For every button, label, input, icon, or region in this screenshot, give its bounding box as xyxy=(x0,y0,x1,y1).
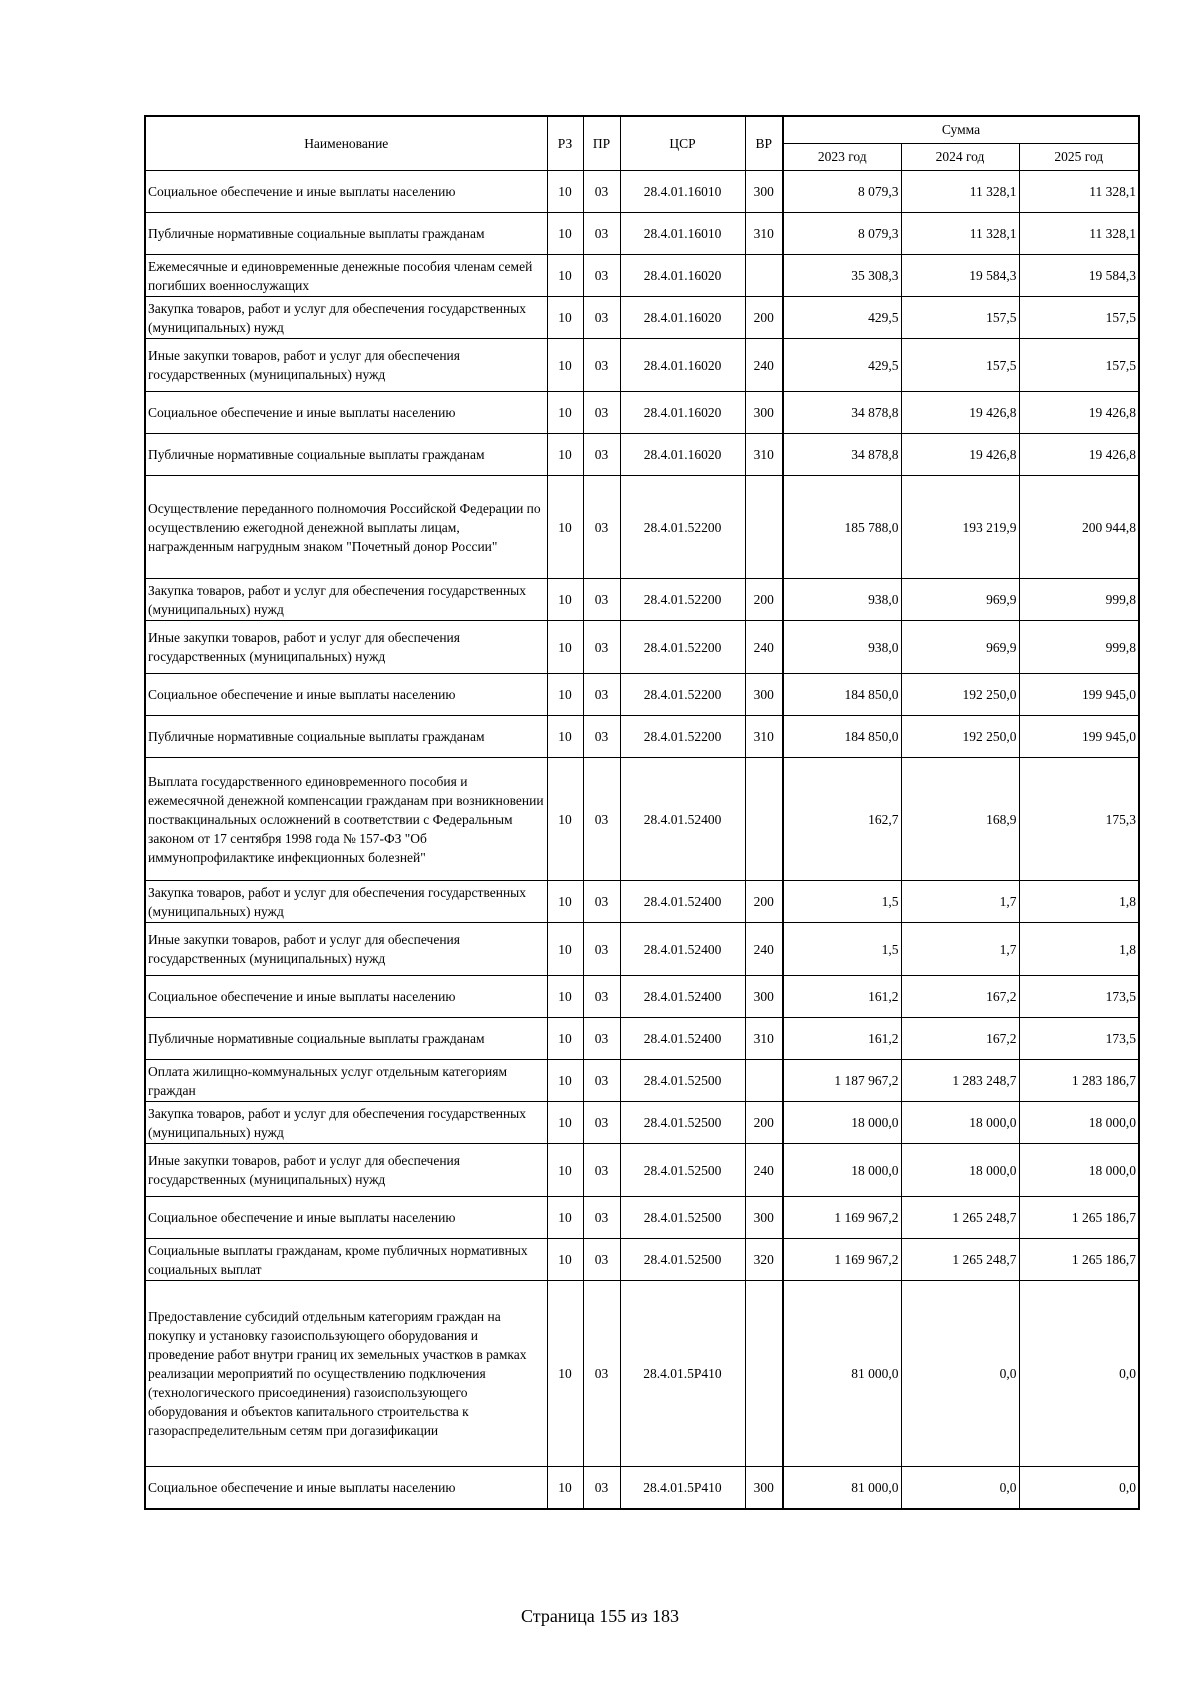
cell-rz: 10 xyxy=(547,1239,583,1281)
cell-2023: 938,0 xyxy=(783,579,901,621)
cell-pr: 03 xyxy=(583,339,620,392)
cell-2023: 429,5 xyxy=(783,339,901,392)
cell-2024: 18 000,0 xyxy=(901,1144,1019,1197)
table-row xyxy=(145,621,1139,674)
cell-2023: 81 000,0 xyxy=(783,1281,901,1467)
cell-rz: 10 xyxy=(547,1018,583,1060)
cell-2023: 184 850,0 xyxy=(783,674,901,716)
cell-2023: 938,0 xyxy=(783,621,901,674)
cell-vr: 240 xyxy=(745,1144,783,1197)
cell-csr: 28.4.01.52400 xyxy=(620,976,745,1018)
table-row xyxy=(145,1060,1139,1102)
cell-vr: 300 xyxy=(745,674,783,716)
table-row xyxy=(145,339,1139,392)
table-row xyxy=(145,976,1139,1018)
cell-rz: 10 xyxy=(547,392,583,434)
cell-csr: 28.4.01.5Р410 xyxy=(620,1281,745,1467)
cell-name: Публичные нормативные социальные выплаты гражданам xyxy=(145,1018,547,1060)
cell-2025: 173,5 xyxy=(1019,976,1139,1018)
cell-2023: 161,2 xyxy=(783,1018,901,1060)
cell-2025: 200 944,8 xyxy=(1019,476,1139,579)
cell-name: Социальное обеспечение и иные выплаты населению xyxy=(145,171,547,213)
header-csr: ЦСР xyxy=(620,116,745,171)
cell-name: Иные закупки товаров, работ и услуг для обеспечения государственных (муниципальных) нужд xyxy=(145,1144,547,1197)
cell-2024: 157,5 xyxy=(901,297,1019,339)
cell-pr: 03 xyxy=(583,923,620,976)
cell-2025: 157,5 xyxy=(1019,339,1139,392)
cell-pr: 03 xyxy=(583,171,620,213)
cell-rz: 10 xyxy=(547,255,583,297)
cell-vr: 200 xyxy=(745,297,783,339)
cell-name: Социальное обеспечение и иные выплаты населению xyxy=(145,1197,547,1239)
cell-name: Публичные нормативные социальные выплаты гражданам xyxy=(145,434,547,476)
cell-vr xyxy=(745,1060,783,1102)
cell-csr: 28.4.01.52400 xyxy=(620,881,745,923)
header-rz: РЗ xyxy=(547,116,583,171)
cell-vr: 300 xyxy=(745,171,783,213)
cell-vr xyxy=(745,1281,783,1467)
table-row xyxy=(145,716,1139,758)
cell-vr: 240 xyxy=(745,621,783,674)
cell-2024: 969,9 xyxy=(901,579,1019,621)
table-row xyxy=(145,1018,1139,1060)
header-vr: ВР xyxy=(745,116,783,171)
cell-csr: 28.4.01.16020 xyxy=(620,392,745,434)
cell-2023: 34 878,8 xyxy=(783,392,901,434)
cell-pr: 03 xyxy=(583,976,620,1018)
header-2023: 2023 год xyxy=(783,144,901,171)
cell-name: Оплата жилищно-коммунальных услуг отдельным категориям граждан xyxy=(145,1060,547,1102)
cell-2023: 34 878,8 xyxy=(783,434,901,476)
cell-vr: 310 xyxy=(745,716,783,758)
cell-vr: 200 xyxy=(745,579,783,621)
table-body xyxy=(145,171,1139,1509)
cell-csr: 28.4.01.52400 xyxy=(620,923,745,976)
cell-2023: 18 000,0 xyxy=(783,1102,901,1144)
cell-csr: 28.4.01.16010 xyxy=(620,171,745,213)
cell-pr: 03 xyxy=(583,716,620,758)
cell-vr xyxy=(745,476,783,579)
cell-pr: 03 xyxy=(583,621,620,674)
cell-csr: 28.4.01.16020 xyxy=(620,255,745,297)
cell-2023: 184 850,0 xyxy=(783,716,901,758)
table-row xyxy=(145,1281,1139,1467)
table-row xyxy=(145,171,1139,213)
header-2025: 2025 год xyxy=(1019,144,1139,171)
cell-pr: 03 xyxy=(583,1060,620,1102)
cell-2025: 1 283 186,7 xyxy=(1019,1060,1139,1102)
cell-name: Ежемесячные и единовременные денежные пособия членам семей погибших военнослужащих xyxy=(145,255,547,297)
cell-name: Иные закупки товаров, работ и услуг для обеспечения государственных (муниципальных) нужд xyxy=(145,923,547,976)
cell-rz: 10 xyxy=(547,976,583,1018)
cell-2024: 11 328,1 xyxy=(901,171,1019,213)
cell-2025: 11 328,1 xyxy=(1019,171,1139,213)
cell-csr: 28.4.01.16010 xyxy=(620,213,745,255)
table-row xyxy=(145,1239,1139,1281)
cell-2024: 0,0 xyxy=(901,1467,1019,1509)
cell-pr: 03 xyxy=(583,1281,620,1467)
cell-name: Иные закупки товаров, работ и услуг для обеспечения государственных (муниципальных) нужд xyxy=(145,621,547,674)
cell-2025: 157,5 xyxy=(1019,297,1139,339)
cell-2024: 167,2 xyxy=(901,976,1019,1018)
cell-2023: 1 187 967,2 xyxy=(783,1060,901,1102)
cell-2023: 1,5 xyxy=(783,881,901,923)
cell-name: Социальное обеспечение и иные выплаты населению xyxy=(145,392,547,434)
cell-pr: 03 xyxy=(583,1018,620,1060)
table-row xyxy=(145,881,1139,923)
cell-2025: 199 945,0 xyxy=(1019,674,1139,716)
cell-2024: 167,2 xyxy=(901,1018,1019,1060)
cell-2025: 1,8 xyxy=(1019,881,1139,923)
cell-2025: 1,8 xyxy=(1019,923,1139,976)
header-pr: ПР xyxy=(583,116,620,171)
cell-csr: 28.4.01.52500 xyxy=(620,1144,745,1197)
cell-pr: 03 xyxy=(583,1467,620,1509)
cell-pr: 03 xyxy=(583,213,620,255)
cell-rz: 10 xyxy=(547,923,583,976)
cell-2025: 19 426,8 xyxy=(1019,434,1139,476)
cell-csr: 28.4.01.16020 xyxy=(620,339,745,392)
cell-vr: 300 xyxy=(745,1197,783,1239)
cell-rz: 10 xyxy=(547,579,583,621)
cell-vr xyxy=(745,255,783,297)
cell-2023: 185 788,0 xyxy=(783,476,901,579)
table-row xyxy=(145,255,1139,297)
cell-rz: 10 xyxy=(547,758,583,881)
cell-pr: 03 xyxy=(583,255,620,297)
cell-2023: 1 169 967,2 xyxy=(783,1197,901,1239)
table-row xyxy=(145,1467,1139,1509)
cell-2024: 157,5 xyxy=(901,339,1019,392)
cell-2025: 1 265 186,7 xyxy=(1019,1239,1139,1281)
header-sum: Сумма xyxy=(783,116,1139,144)
cell-name: Публичные нормативные социальные выплаты гражданам xyxy=(145,213,547,255)
cell-2024: 0,0 xyxy=(901,1281,1019,1467)
cell-rz: 10 xyxy=(547,1144,583,1197)
cell-2024: 1,7 xyxy=(901,923,1019,976)
cell-name: Закупка товаров, работ и услуг для обеспечения государственных (муниципальных) нужд xyxy=(145,297,547,339)
cell-2024: 19 584,3 xyxy=(901,255,1019,297)
cell-name: Иные закупки товаров, работ и услуг для обеспечения государственных (муниципальных) нужд xyxy=(145,339,547,392)
cell-rz: 10 xyxy=(547,1467,583,1509)
cell-rz: 10 xyxy=(547,213,583,255)
cell-csr: 28.4.01.52200 xyxy=(620,621,745,674)
cell-2024: 168,9 xyxy=(901,758,1019,881)
table-row xyxy=(145,674,1139,716)
header-2024: 2024 год xyxy=(901,144,1019,171)
cell-csr: 28.4.01.52500 xyxy=(620,1102,745,1144)
cell-2024: 192 250,0 xyxy=(901,674,1019,716)
cell-rz: 10 xyxy=(547,171,583,213)
cell-vr: 200 xyxy=(745,1102,783,1144)
cell-rz: 10 xyxy=(547,621,583,674)
cell-vr xyxy=(745,758,783,881)
cell-rz: 10 xyxy=(547,434,583,476)
cell-pr: 03 xyxy=(583,1144,620,1197)
cell-name: Закупка товаров, работ и услуг для обеспечения государственных (муниципальных) нужд xyxy=(145,881,547,923)
cell-pr: 03 xyxy=(583,1197,620,1239)
cell-2023: 162,7 xyxy=(783,758,901,881)
cell-name: Социальное обеспечение и иные выплаты населению xyxy=(145,976,547,1018)
cell-2024: 19 426,8 xyxy=(901,434,1019,476)
cell-name: Выплата государственного единовременного пособия и ежемесячной денежной компенсации гражданам при возникновении поствакцинальных осложнений в соответствии с Федеральным законом от 17 сентября 1998 года № 157-ФЗ "Об иммунопрофилактике инфекционных болезней" xyxy=(145,758,547,881)
cell-pr: 03 xyxy=(583,674,620,716)
cell-pr: 03 xyxy=(583,297,620,339)
cell-rz: 10 xyxy=(547,1060,583,1102)
table-row xyxy=(145,1144,1139,1197)
cell-vr: 310 xyxy=(745,213,783,255)
cell-2024: 193 219,9 xyxy=(901,476,1019,579)
cell-rz: 10 xyxy=(547,1281,583,1467)
cell-2023: 161,2 xyxy=(783,976,901,1018)
cell-csr: 28.4.01.16020 xyxy=(620,434,745,476)
cell-2025: 199 945,0 xyxy=(1019,716,1139,758)
cell-2023: 35 308,3 xyxy=(783,255,901,297)
cell-vr: 200 xyxy=(745,881,783,923)
cell-vr: 320 xyxy=(745,1239,783,1281)
table-row xyxy=(145,476,1139,579)
cell-name: Социальное обеспечение и иные выплаты населению xyxy=(145,674,547,716)
cell-pr: 03 xyxy=(583,758,620,881)
cell-2025: 11 328,1 xyxy=(1019,213,1139,255)
cell-vr: 300 xyxy=(745,976,783,1018)
cell-csr: 28.4.01.52400 xyxy=(620,1018,745,1060)
cell-2025: 173,5 xyxy=(1019,1018,1139,1060)
table-row xyxy=(145,758,1139,881)
cell-2025: 0,0 xyxy=(1019,1281,1139,1467)
cell-2025: 19 584,3 xyxy=(1019,255,1139,297)
cell-2025: 999,8 xyxy=(1019,579,1139,621)
cell-csr: 28.4.01.52200 xyxy=(620,716,745,758)
cell-2024: 969,9 xyxy=(901,621,1019,674)
cell-name: Предоставление субсидий отдельным категориям граждан на покупку и установку газоиспользующего оборудования и проведение работ внутри границ их земельных участков в рамках реализации мероприятий по осуществлению подключения (технологического присоединения) газоиспользующего оборудования и объектов капитального строительства к газораспределительным сетям при догазификации xyxy=(145,1281,547,1467)
cell-2024: 19 426,8 xyxy=(901,392,1019,434)
cell-name: Закупка товаров, работ и услуг для обеспечения государственных (муниципальных) нужд xyxy=(145,1102,547,1144)
cell-2024: 11 328,1 xyxy=(901,213,1019,255)
table-row xyxy=(145,434,1139,476)
table-row xyxy=(145,923,1139,976)
cell-rz: 10 xyxy=(547,1102,583,1144)
cell-vr: 240 xyxy=(745,339,783,392)
table-row xyxy=(145,213,1139,255)
cell-2025: 999,8 xyxy=(1019,621,1139,674)
cell-csr: 28.4.01.52200 xyxy=(620,579,745,621)
cell-rz: 10 xyxy=(547,674,583,716)
cell-2023: 1,5 xyxy=(783,923,901,976)
cell-vr: 300 xyxy=(745,392,783,434)
cell-2025: 1 265 186,7 xyxy=(1019,1197,1139,1239)
budget-table xyxy=(144,115,1140,1510)
cell-csr: 28.4.01.52500 xyxy=(620,1197,745,1239)
cell-name: Социальное обеспечение и иные выплаты населению xyxy=(145,1467,547,1509)
cell-pr: 03 xyxy=(583,1239,620,1281)
table-row xyxy=(145,1102,1139,1144)
table-row xyxy=(145,1197,1139,1239)
cell-2023: 1 169 967,2 xyxy=(783,1239,901,1281)
cell-pr: 03 xyxy=(583,881,620,923)
cell-2024: 1,7 xyxy=(901,881,1019,923)
cell-name: Публичные нормативные социальные выплаты гражданам xyxy=(145,716,547,758)
cell-2024: 1 265 248,7 xyxy=(901,1197,1019,1239)
cell-rz: 10 xyxy=(547,297,583,339)
table-row xyxy=(145,297,1139,339)
cell-pr: 03 xyxy=(583,434,620,476)
cell-pr: 03 xyxy=(583,476,620,579)
cell-name: Социальные выплаты гражданам, кроме публичных нормативных социальных выплат xyxy=(145,1239,547,1281)
cell-2025: 18 000,0 xyxy=(1019,1144,1139,1197)
header-name: Наименование xyxy=(145,116,547,171)
cell-pr: 03 xyxy=(583,579,620,621)
table-row xyxy=(145,579,1139,621)
cell-vr: 300 xyxy=(745,1467,783,1509)
cell-rz: 10 xyxy=(547,339,583,392)
cell-csr: 28.4.01.52400 xyxy=(620,758,745,881)
cell-2023: 429,5 xyxy=(783,297,901,339)
cell-2023: 8 079,3 xyxy=(783,171,901,213)
cell-2024: 1 283 248,7 xyxy=(901,1060,1019,1102)
cell-csr: 28.4.01.52200 xyxy=(620,476,745,579)
cell-csr: 28.4.01.52500 xyxy=(620,1239,745,1281)
cell-2025: 175,3 xyxy=(1019,758,1139,881)
cell-2023: 18 000,0 xyxy=(783,1144,901,1197)
page-number: Страница 155 из 183 xyxy=(521,1606,679,1626)
cell-csr: 28.4.01.5Р410 xyxy=(620,1467,745,1509)
cell-pr: 03 xyxy=(583,392,620,434)
cell-2024: 18 000,0 xyxy=(901,1102,1019,1144)
cell-rz: 10 xyxy=(547,881,583,923)
cell-2025: 18 000,0 xyxy=(1019,1102,1139,1144)
cell-vr: 310 xyxy=(745,434,783,476)
cell-csr: 28.4.01.16020 xyxy=(620,297,745,339)
cell-pr: 03 xyxy=(583,1102,620,1144)
cell-vr: 310 xyxy=(745,1018,783,1060)
cell-rz: 10 xyxy=(547,1197,583,1239)
cell-2025: 19 426,8 xyxy=(1019,392,1139,434)
cell-csr: 28.4.01.52200 xyxy=(620,674,745,716)
cell-vr: 240 xyxy=(745,923,783,976)
cell-name: Осуществление переданного полномочия Российской Федерации по осуществлению ежегодной денежной выплаты лицам, награжденным нагрудным знаком "Почетный донор России" xyxy=(145,476,547,579)
cell-csr: 28.4.01.52500 xyxy=(620,1060,745,1102)
cell-2023: 81 000,0 xyxy=(783,1467,901,1509)
cell-2023: 8 079,3 xyxy=(783,213,901,255)
cell-name: Закупка товаров, работ и услуг для обеспечения государственных (муниципальных) нужд xyxy=(145,579,547,621)
cell-2024: 1 265 248,7 xyxy=(901,1239,1019,1281)
cell-rz: 10 xyxy=(547,716,583,758)
cell-2024: 192 250,0 xyxy=(901,716,1019,758)
cell-2025: 0,0 xyxy=(1019,1467,1139,1509)
table-row xyxy=(145,392,1139,434)
cell-rz: 10 xyxy=(547,476,583,579)
